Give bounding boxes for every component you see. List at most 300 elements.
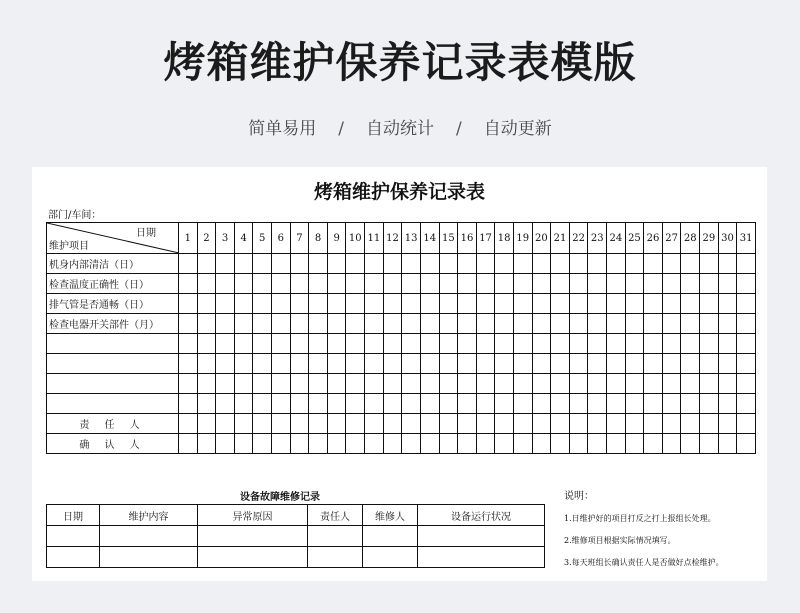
check-cell[interactable] [588,354,607,374]
fault-cell[interactable] [47,526,100,547]
check-cell[interactable] [327,314,346,334]
check-cell[interactable] [588,294,607,314]
check-cell[interactable] [513,414,532,434]
check-cell[interactable] [700,374,719,394]
check-cell[interactable] [681,274,700,294]
check-cell[interactable] [402,294,421,314]
check-cell[interactable] [551,374,570,394]
check-cell[interactable] [476,254,495,274]
check-cell[interactable] [476,374,495,394]
check-cell[interactable] [290,314,309,334]
check-cell[interactable] [495,434,514,454]
check-cell[interactable] [179,294,198,314]
check-cell[interactable] [625,314,644,334]
check-cell[interactable] [625,334,644,354]
check-cell[interactable] [420,314,439,334]
check-cell[interactable] [272,314,291,334]
check-cell[interactable] [216,314,235,334]
check-cell[interactable] [476,394,495,414]
check-cell[interactable] [681,354,700,374]
check-cell[interactable] [197,274,216,294]
check-cell[interactable] [272,274,291,294]
check-cell[interactable] [700,334,719,354]
check-cell[interactable] [532,334,551,354]
check-cell[interactable] [551,314,570,334]
check-cell[interactable] [662,434,681,454]
check-cell[interactable] [737,314,756,334]
check-cell[interactable] [253,334,272,354]
check-cell[interactable] [551,394,570,414]
check-cell[interactable] [216,374,235,394]
check-cell[interactable] [420,294,439,314]
check-cell[interactable] [607,434,626,454]
check-cell[interactable] [551,354,570,374]
check-cell[interactable] [718,434,737,454]
check-cell[interactable] [216,434,235,454]
check-cell[interactable] [272,374,291,394]
check-cell[interactable] [234,394,253,414]
check-cell[interactable] [365,254,384,274]
check-cell[interactable] [197,414,216,434]
check-cell[interactable] [402,374,421,394]
check-cell[interactable] [402,414,421,434]
check-cell[interactable] [327,414,346,434]
check-cell[interactable] [272,334,291,354]
check-cell[interactable] [644,274,663,294]
check-cell[interactable] [272,414,291,434]
check-cell[interactable] [383,274,402,294]
check-cell[interactable] [290,354,309,374]
fault-cell[interactable] [100,547,198,568]
check-cell[interactable] [402,334,421,354]
check-cell[interactable] [625,414,644,434]
check-cell[interactable] [327,254,346,274]
check-cell[interactable] [216,254,235,274]
check-cell[interactable] [309,374,328,394]
check-cell[interactable] [309,294,328,314]
check-cell[interactable] [327,394,346,414]
check-cell[interactable] [681,434,700,454]
check-cell[interactable] [718,354,737,374]
check-cell[interactable] [197,294,216,314]
check-cell[interactable] [495,374,514,394]
check-cell[interactable] [551,334,570,354]
check-cell[interactable] [439,254,458,274]
check-cell[interactable] [346,314,365,334]
check-cell[interactable] [588,434,607,454]
check-cell[interactable] [346,334,365,354]
check-cell[interactable] [476,414,495,434]
check-cell[interactable] [179,274,198,294]
check-cell[interactable] [402,394,421,414]
check-cell[interactable] [309,394,328,414]
check-cell[interactable] [383,434,402,454]
check-cell[interactable] [179,314,198,334]
check-cell[interactable] [625,374,644,394]
check-cell[interactable] [551,254,570,274]
check-cell[interactable] [290,374,309,394]
fault-cell[interactable] [363,547,418,568]
check-cell[interactable] [495,394,514,414]
check-cell[interactable] [662,274,681,294]
check-cell[interactable] [383,354,402,374]
check-cell[interactable] [179,374,198,394]
check-cell[interactable] [551,274,570,294]
check-cell[interactable] [625,254,644,274]
check-cell[interactable] [625,394,644,414]
check-cell[interactable] [495,414,514,434]
check-cell[interactable] [737,354,756,374]
check-cell[interactable] [700,314,719,334]
check-cell[interactable] [309,274,328,294]
check-cell[interactable] [346,374,365,394]
fault-cell[interactable] [100,526,198,547]
check-cell[interactable] [272,434,291,454]
check-cell[interactable] [532,254,551,274]
check-cell[interactable] [253,274,272,294]
check-cell[interactable] [588,334,607,354]
check-cell[interactable] [327,374,346,394]
check-cell[interactable] [718,294,737,314]
check-cell[interactable] [234,414,253,434]
fault-cell[interactable] [308,526,363,547]
check-cell[interactable] [420,394,439,414]
check-cell[interactable] [179,334,198,354]
check-cell[interactable] [216,354,235,374]
check-cell[interactable] [718,274,737,294]
check-cell[interactable] [532,414,551,434]
check-cell[interactable] [681,254,700,274]
check-cell[interactable] [439,294,458,314]
check-cell[interactable] [737,394,756,414]
check-cell[interactable] [681,414,700,434]
check-cell[interactable] [197,434,216,454]
check-cell[interactable] [234,254,253,274]
check-cell[interactable] [439,374,458,394]
check-cell[interactable] [569,294,588,314]
check-cell[interactable] [700,274,719,294]
check-cell[interactable] [737,334,756,354]
check-cell[interactable] [625,274,644,294]
check-cell[interactable] [681,294,700,314]
check-cell[interactable] [420,274,439,294]
check-cell[interactable] [383,334,402,354]
check-cell[interactable] [737,414,756,434]
check-cell[interactable] [737,374,756,394]
check-cell[interactable] [718,254,737,274]
check-cell[interactable] [179,414,198,434]
check-cell[interactable] [532,354,551,374]
check-cell[interactable] [495,274,514,294]
check-cell[interactable] [253,254,272,274]
check-cell[interactable] [662,334,681,354]
check-cell[interactable] [234,294,253,314]
check-cell[interactable] [402,314,421,334]
check-cell[interactable] [625,434,644,454]
check-cell[interactable] [607,354,626,374]
check-cell[interactable] [402,274,421,294]
check-cell[interactable] [420,414,439,434]
check-cell[interactable] [718,334,737,354]
check-cell[interactable] [309,434,328,454]
check-cell[interactable] [290,254,309,274]
check-cell[interactable] [420,354,439,374]
check-cell[interactable] [700,394,719,414]
check-cell[interactable] [346,354,365,374]
check-cell[interactable] [346,414,365,434]
check-cell[interactable] [495,354,514,374]
check-cell[interactable] [383,374,402,394]
fault-cell[interactable] [198,526,308,547]
check-cell[interactable] [737,294,756,314]
check-cell[interactable] [476,274,495,294]
check-cell[interactable] [234,334,253,354]
check-cell[interactable] [439,414,458,434]
check-cell[interactable] [662,254,681,274]
check-cell[interactable] [253,314,272,334]
check-cell[interactable] [439,394,458,414]
check-cell[interactable] [700,254,719,274]
check-cell[interactable] [383,314,402,334]
check-cell[interactable] [253,434,272,454]
check-cell[interactable] [216,334,235,354]
check-cell[interactable] [253,394,272,414]
check-cell[interactable] [327,274,346,294]
check-cell[interactable] [216,414,235,434]
check-cell[interactable] [532,314,551,334]
check-cell[interactable] [365,274,384,294]
check-cell[interactable] [588,314,607,334]
check-cell[interactable] [253,374,272,394]
check-cell[interactable] [662,414,681,434]
check-cell[interactable] [234,274,253,294]
fault-cell[interactable] [198,547,308,568]
check-cell[interactable] [458,374,477,394]
check-cell[interactable] [234,374,253,394]
check-cell[interactable] [458,334,477,354]
check-cell[interactable] [458,394,477,414]
check-cell[interactable] [197,314,216,334]
check-cell[interactable] [513,334,532,354]
check-cell[interactable] [569,434,588,454]
fault-cell[interactable] [363,526,418,547]
check-cell[interactable] [607,414,626,434]
check-cell[interactable] [402,354,421,374]
check-cell[interactable] [607,334,626,354]
check-cell[interactable] [737,434,756,454]
check-cell[interactable] [513,394,532,414]
check-cell[interactable] [662,394,681,414]
check-cell[interactable] [681,334,700,354]
check-cell[interactable] [495,334,514,354]
check-cell[interactable] [327,434,346,454]
check-cell[interactable] [234,314,253,334]
check-cell[interactable] [662,314,681,334]
check-cell[interactable] [569,334,588,354]
check-cell[interactable] [569,414,588,434]
check-cell[interactable] [272,354,291,374]
check-cell[interactable] [420,334,439,354]
check-cell[interactable] [234,434,253,454]
check-cell[interactable] [607,274,626,294]
check-cell[interactable] [383,254,402,274]
check-cell[interactable] [365,414,384,434]
check-cell[interactable] [309,414,328,434]
check-cell[interactable] [327,294,346,314]
check-cell[interactable] [532,374,551,394]
check-cell[interactable] [365,374,384,394]
check-cell[interactable] [588,254,607,274]
check-cell[interactable] [365,294,384,314]
check-cell[interactable] [420,434,439,454]
check-cell[interactable] [607,314,626,334]
check-cell[interactable] [290,394,309,414]
check-cell[interactable] [290,274,309,294]
check-cell[interactable] [588,394,607,414]
check-cell[interactable] [197,334,216,354]
check-cell[interactable] [253,294,272,314]
check-cell[interactable] [179,254,198,274]
check-cell[interactable] [420,374,439,394]
check-cell[interactable] [402,434,421,454]
check-cell[interactable] [197,254,216,274]
fault-cell[interactable] [47,547,100,568]
check-cell[interactable] [476,294,495,314]
check-cell[interactable] [644,374,663,394]
check-cell[interactable] [513,254,532,274]
check-cell[interactable] [662,374,681,394]
check-cell[interactable] [588,274,607,294]
fault-cell[interactable] [418,526,545,547]
check-cell[interactable] [476,434,495,454]
check-cell[interactable] [569,394,588,414]
check-cell[interactable] [197,354,216,374]
check-cell[interactable] [458,434,477,454]
check-cell[interactable] [681,314,700,334]
check-cell[interactable] [588,374,607,394]
check-cell[interactable] [700,414,719,434]
check-cell[interactable] [365,354,384,374]
check-cell[interactable] [737,274,756,294]
check-cell[interactable] [644,394,663,414]
check-cell[interactable] [532,294,551,314]
check-cell[interactable] [588,414,607,434]
check-cell[interactable] [365,334,384,354]
check-cell[interactable] [625,294,644,314]
check-cell[interactable] [458,294,477,314]
check-cell[interactable] [346,394,365,414]
check-cell[interactable] [216,274,235,294]
check-cell[interactable] [216,294,235,314]
check-cell[interactable] [327,334,346,354]
check-cell[interactable] [476,334,495,354]
check-cell[interactable] [179,434,198,454]
check-cell[interactable] [718,394,737,414]
check-cell[interactable] [458,254,477,274]
check-cell[interactable] [737,254,756,274]
check-cell[interactable] [495,294,514,314]
check-cell[interactable] [662,354,681,374]
check-cell[interactable] [513,274,532,294]
check-cell[interactable] [346,274,365,294]
check-cell[interactable] [439,274,458,294]
check-cell[interactable] [513,354,532,374]
check-cell[interactable] [439,334,458,354]
check-cell[interactable] [365,434,384,454]
check-cell[interactable] [197,374,216,394]
check-cell[interactable] [551,434,570,454]
fault-cell[interactable] [418,547,545,568]
check-cell[interactable] [383,294,402,314]
check-cell[interactable] [290,334,309,354]
check-cell[interactable] [420,254,439,274]
check-cell[interactable] [513,314,532,334]
check-cell[interactable] [272,294,291,314]
check-cell[interactable] [607,254,626,274]
check-cell[interactable] [644,314,663,334]
check-cell[interactable] [458,414,477,434]
check-cell[interactable] [700,354,719,374]
check-cell[interactable] [439,434,458,454]
check-cell[interactable] [569,374,588,394]
check-cell[interactable] [216,394,235,414]
check-cell[interactable] [439,314,458,334]
check-cell[interactable] [625,354,644,374]
check-cell[interactable] [234,354,253,374]
check-cell[interactable] [272,254,291,274]
check-cell[interactable] [662,294,681,314]
check-cell[interactable] [458,274,477,294]
check-cell[interactable] [718,414,737,434]
check-cell[interactable] [476,354,495,374]
check-cell[interactable] [197,394,216,414]
check-cell[interactable] [551,414,570,434]
check-cell[interactable] [365,394,384,414]
check-cell[interactable] [402,254,421,274]
check-cell[interactable] [681,374,700,394]
check-cell[interactable] [718,314,737,334]
check-cell[interactable] [290,414,309,434]
check-cell[interactable] [458,354,477,374]
check-cell[interactable] [365,314,384,334]
check-cell[interactable] [644,434,663,454]
check-cell[interactable] [607,294,626,314]
check-cell[interactable] [458,314,477,334]
check-cell[interactable] [607,394,626,414]
check-cell[interactable] [569,314,588,334]
check-cell[interactable] [569,254,588,274]
check-cell[interactable] [179,354,198,374]
check-cell[interactable] [309,254,328,274]
check-cell[interactable] [476,314,495,334]
check-cell[interactable] [179,394,198,414]
check-cell[interactable] [718,374,737,394]
check-cell[interactable] [532,394,551,414]
check-cell[interactable] [700,434,719,454]
check-cell[interactable] [569,354,588,374]
check-cell[interactable] [346,294,365,314]
check-cell[interactable] [532,274,551,294]
check-cell[interactable] [290,434,309,454]
check-cell[interactable] [253,354,272,374]
check-cell[interactable] [644,294,663,314]
check-cell[interactable] [532,434,551,454]
check-cell[interactable] [513,294,532,314]
check-cell[interactable] [439,354,458,374]
check-cell[interactable] [495,314,514,334]
check-cell[interactable] [290,294,309,314]
check-cell[interactable] [309,334,328,354]
